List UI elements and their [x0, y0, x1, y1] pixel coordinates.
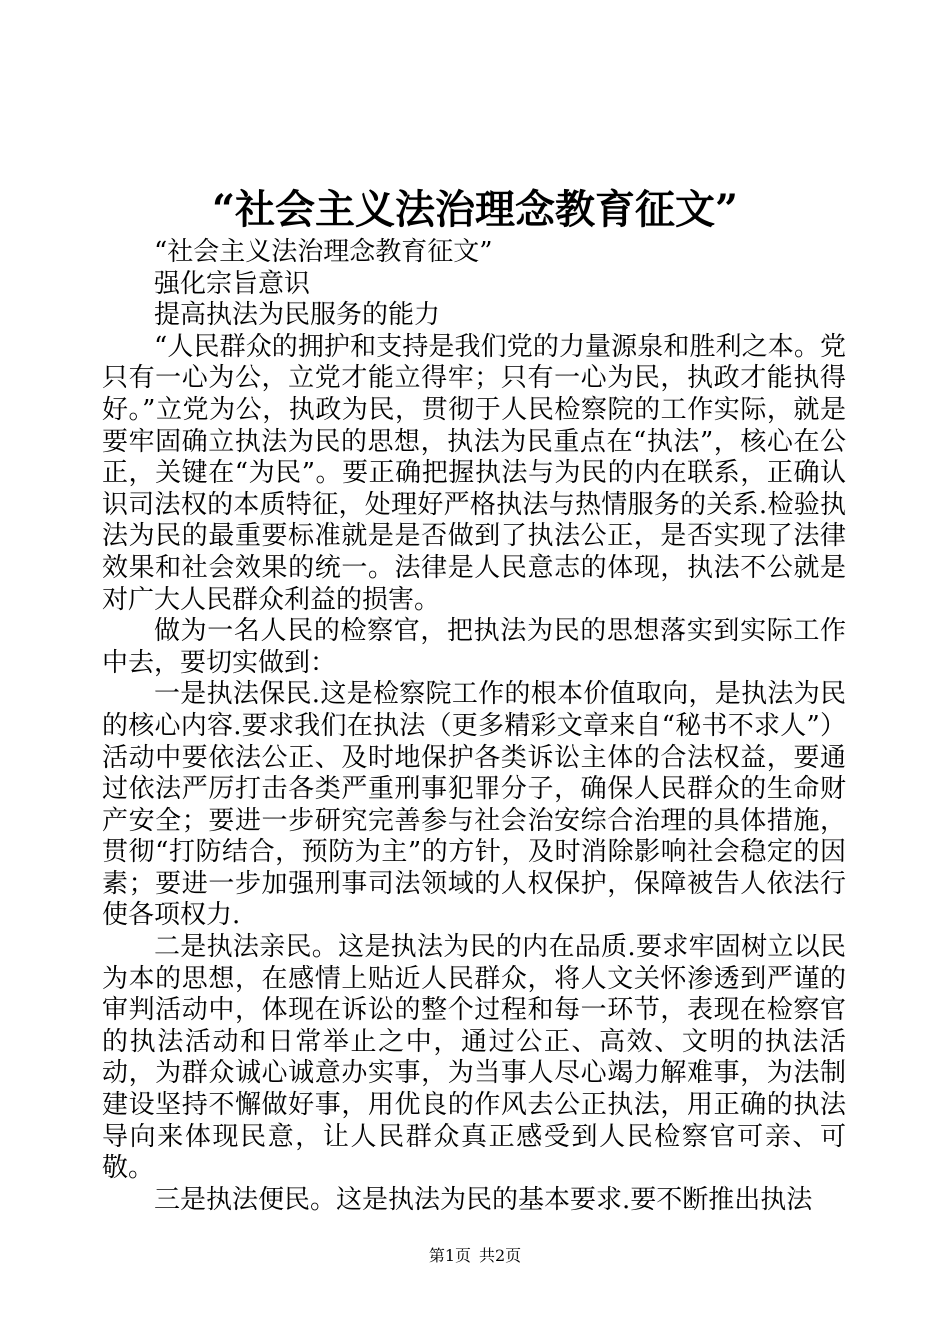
page-footer	[0, 1246, 950, 1266]
paragraph: 一是执法保民.这是检察院工作的根本价值取向，是执法为民的核心内容.要求我们在执法（更多精彩文章来自“秘书不求人”）活动中要依法公正、及时地保护各类诉讼主体的合法权益，要通过依法严厉打击各类严重刑事犯罪分子，确保人民群众的生命财产安全；要进一步研究完善参与社会治安综合治理的具体措施，贯彻“打防结合，预防为主”的方针，及时消除影响社会稳定的因素；要进一步加强刑事司法领域的人权保护，保障被告人依法行使各项权力.	[102, 679, 846, 931]
paragraph-subtitle: “社会主义法治理念教育征文”	[154, 237, 493, 267]
paragraph: 二是执法亲民。这是执法为民的内在品质.要求牢固树立以民为本的思想，在感情上贴近人民群众，将人文关怀渗透到严谨的审判活动中，体现在诉讼的整个过程和每一环节，表现在检察官的执法活动和日常举止之中，通过公正、高效、文明的执法活动，为群众诚心诚意办实事，为当事人尽心竭力解难事，为法制建设坚持不懈做好事，用优良的作风去公正执法，用正确的执法导向来体现民意，让人民群众真正感受到人民检察官可亲、可敬。	[102, 932, 846, 1184]
paragraph: 三是执法便民。这是执法为民的基本要求.要不断推出执法	[154, 1184, 813, 1215]
page-number: 第1页	[428, 1246, 471, 1265]
document-title: “社会主义法治理念教育征文”	[211, 186, 738, 233]
paragraph-heading-2: 提高执法为民服务的能力	[154, 300, 441, 331]
paragraph-heading-1: 强化宗旨意识	[154, 268, 311, 299]
page-total: 共2页	[479, 1246, 522, 1265]
paragraph: 做为一名人民的检察官，把执法为民的思想落实到实际工作中去，要切实做到：	[102, 616, 846, 678]
document-body	[102, 237, 846, 1216]
paragraph: “人民群众的拥护和支持是我们党的力量源泉和胜利之本。党只有一心为公，立党才能立得牢；只有一心为民，执政才能执得好。”立党为公，执政为民，贯彻于人民检察院的工作实际，就是要牢固确立执法为民的思想，执法为民重点在“执法”，核心在公正，关键在“为民”。要正确把握执法与为民的内在联系，正确认识司法权的本质特征，处理好严格执法与热情服务的关系.检验执法为民的最重要标准就是是否做到了执法公正，是否实现了法律效果和社会效果的统一。法律是人民意志的体现，执法不公就是对广大人民群众利益的损害。	[102, 331, 846, 615]
